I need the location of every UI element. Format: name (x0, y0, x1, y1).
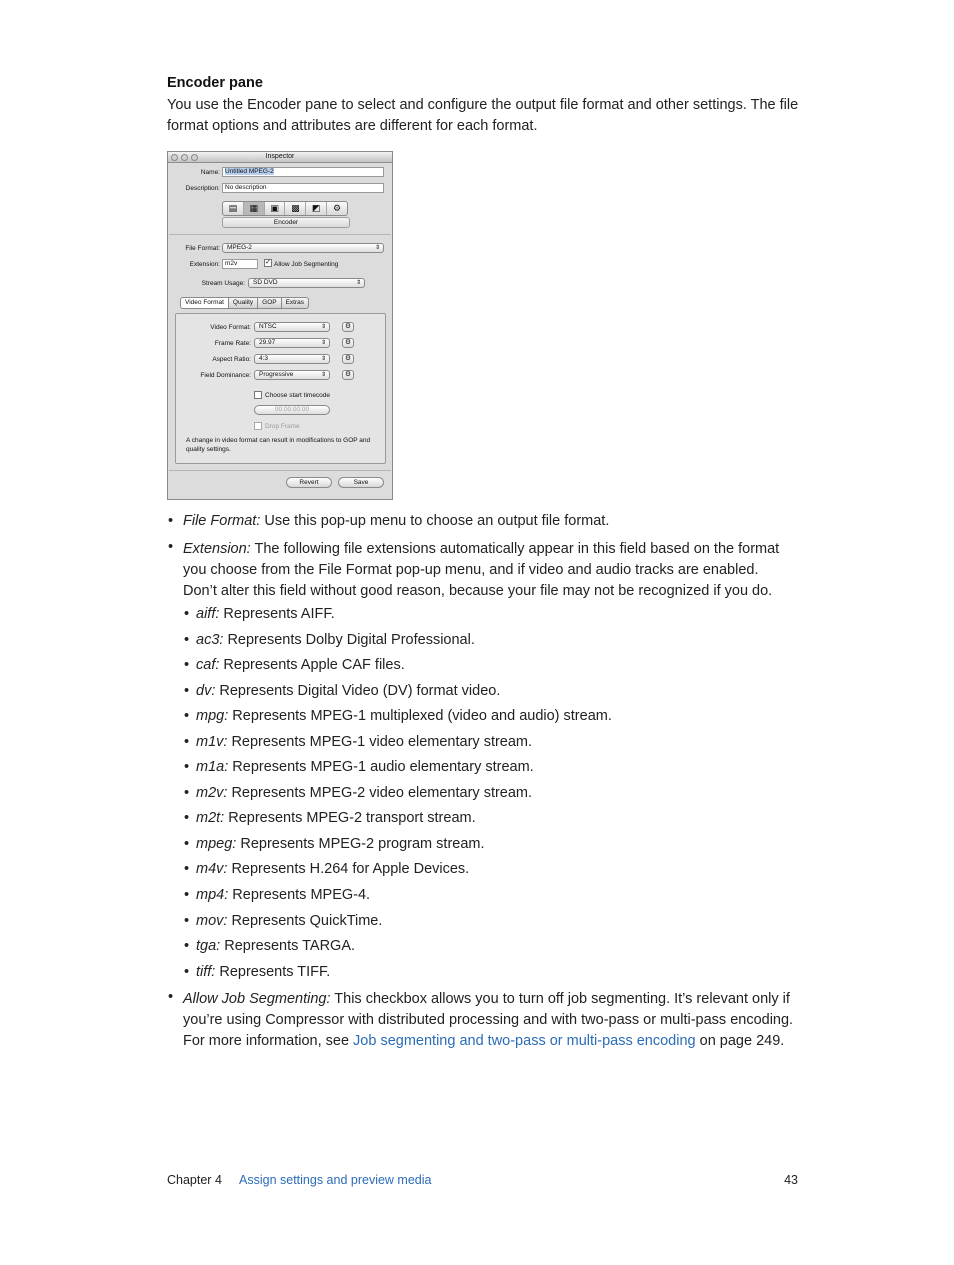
footer-chapter: Chapter 4 (167, 1173, 222, 1187)
term: m1v: (196, 734, 228, 750)
aspect-ratio-label: Aspect Ratio: (212, 356, 251, 363)
list-item-m2t (196, 810, 476, 826)
sub-bullet: • (184, 861, 190, 877)
stream-usage-value: SD DVD (253, 279, 278, 286)
frame-rate-label: Frame Rate: (214, 340, 251, 347)
list-item-aiff (196, 606, 335, 622)
sub-bullet: • (184, 657, 190, 673)
window-title: Inspector (265, 153, 295, 160)
description-line-3-suffix: on page 249. (695, 1033, 785, 1049)
actions-icon[interactable]: ⚙ (333, 203, 342, 213)
field-dominance-value: Progressive (259, 371, 294, 378)
sub-bullet: • (184, 938, 190, 954)
section-heading: Encoder pane (167, 75, 263, 91)
description: Represents TIFF. (215, 964, 331, 980)
term: m4v: (196, 861, 228, 877)
filters-icon[interactable]: ▣ (265, 202, 286, 215)
sub-bullet: • (184, 836, 190, 852)
description: Represents MPEG-1 audio elementary stream. (228, 759, 534, 775)
term: mpg: (196, 708, 229, 724)
extension-label: Extension: (189, 261, 220, 268)
sub-bullet: • (184, 632, 190, 648)
description: Represents MPEG-4. (228, 887, 371, 903)
gear-icon[interactable]: ⚙ (342, 354, 354, 364)
description: Represents MPEG-1 video elementary stream. (227, 734, 533, 750)
sub-bullet: • (184, 734, 190, 750)
file-format-label: File Format: (185, 245, 220, 252)
timecode-value: 00:00:00:00 (274, 406, 310, 413)
description-line-2: you’re using Compressor with distributed processing and with two-pass or multi-pass encoding. (183, 1012, 794, 1028)
list-item-job-segmenting (183, 989, 823, 1052)
start-timecode-label: Choose start timecode (265, 392, 331, 399)
job-segmenting-link[interactable]: Job segmenting and two-pass or multi-pass encoding (353, 1033, 696, 1049)
intro-paragraph: You use the Encoder pane to select and configure the output file format and other settings. The file format options and attributes are different for each format. (167, 97, 799, 134)
description-field[interactable]: No description (222, 183, 384, 193)
description: Represents TARGA. (220, 938, 356, 954)
drop-frame-label: Drop Frame (265, 423, 300, 430)
list-item-m2v (196, 785, 532, 801)
list-item-tiff (196, 964, 330, 980)
tab-gop[interactable]: GOP (258, 297, 281, 309)
term: mpeg: (196, 836, 237, 852)
description: Represents MPEG-1 multiplexed (video and audio) stream. (228, 708, 612, 724)
term: tiff: (196, 964, 216, 980)
aspect-ratio-value: 4:3 (259, 355, 269, 362)
general-icon[interactable]: ▤ (223, 202, 244, 215)
term: m2v: (196, 785, 228, 801)
term: tga: (196, 938, 221, 954)
chevron-updown-icon: ⇕ (320, 324, 326, 330)
chevron-updown-icon: ⇕ (320, 372, 326, 378)
sub-bullet: • (184, 964, 190, 980)
tab-extras[interactable]: Extras (282, 297, 309, 309)
tab-video-format[interactable]: Video Format (180, 297, 229, 309)
name-label: Name: (200, 169, 220, 176)
sub-bullet: • (184, 785, 190, 801)
list-item-m4v (196, 861, 469, 877)
list-item-mpeg (196, 836, 485, 852)
sub-bullet: • (184, 810, 190, 826)
sub-bullet: • (184, 683, 190, 699)
term: Extension: (183, 541, 251, 557)
pane-title: Encoder (222, 217, 350, 228)
description: Represents Dolby Digital Professional. (223, 632, 475, 648)
bullet: • (168, 989, 174, 1005)
list-item-mov (196, 913, 382, 929)
term: File Format: (183, 513, 261, 529)
description-line-1: This checkbox allows you to turn off job segmenting. It’s relevant only if (330, 991, 790, 1007)
bullet: • (168, 513, 174, 529)
description-line-1: The following file extensions automatically appear in this field based on the format (250, 541, 780, 557)
allow-job-segmenting-checkbox[interactable]: ✓ (265, 259, 271, 266)
description-label: Description: (185, 185, 220, 192)
chevron-updown-icon: ⇕ (320, 340, 326, 346)
list-item-dv (196, 683, 500, 699)
description: Represents Apple CAF files. (219, 657, 405, 673)
save-button[interactable]: Save (338, 477, 384, 488)
gear-icon[interactable]: ⚙ (342, 322, 354, 332)
description: Represents MPEG-2 transport stream. (224, 810, 476, 826)
description: Represents Digital Video (DV) format video. (215, 683, 501, 699)
encoder-icon[interactable]: ▦ (244, 202, 265, 215)
sub-bullet: • (184, 606, 190, 622)
gear-icon[interactable]: ⚙ (342, 370, 354, 380)
term: mp4: (196, 887, 229, 903)
video-format-value: NTSC (259, 323, 277, 330)
sub-bullet: • (184, 913, 190, 929)
allow-job-segmenting-label: Allow Job Segmenting (274, 261, 339, 268)
footer-chapter-title[interactable]: Assign settings and preview media (239, 1173, 432, 1187)
tab-quality[interactable]: Quality (229, 297, 258, 309)
list-item-mpg (196, 708, 612, 724)
stream-usage-label: Stream Usage: (201, 280, 245, 287)
list-item-tga (196, 938, 355, 954)
frame-controls-icon[interactable]: ▩ (285, 202, 306, 215)
list-item-extension (183, 539, 823, 602)
term: aiff: (196, 606, 220, 622)
field-dominance-label: Field Dominance: (200, 372, 251, 379)
page-number: 43 (784, 1173, 798, 1187)
description: Represents QuickTime. (227, 913, 383, 929)
term: m2t: (196, 810, 225, 826)
chevron-updown-icon: ⇕ (320, 356, 326, 362)
term: Allow Job Segmenting: (183, 991, 331, 1007)
format-change-note: A change in video format can result in modifications to GOP and quality settings. (186, 437, 371, 453)
gear-icon[interactable]: ⚙ (342, 338, 354, 348)
list-item-m1v (196, 734, 532, 750)
sub-bullet: • (184, 887, 190, 903)
chevron-updown-icon: ⇕ (355, 280, 361, 286)
bullet: • (168, 539, 174, 555)
sub-bullet: • (184, 759, 190, 775)
frame-rate-value: 29.97 (259, 339, 276, 346)
description-line-2: you choose from the File Format pop-up menu, and if video and audio tracks are enabled. (183, 562, 759, 578)
revert-button[interactable]: Revert (286, 477, 332, 488)
description: Represents H.264 for Apple Devices. (227, 861, 470, 877)
description-line-3-prefix: For more information, see (183, 1033, 354, 1049)
list-item-mp4 (196, 887, 370, 903)
term: dv: (196, 683, 216, 699)
video-format-label: Video Format: (210, 324, 251, 331)
extension-field[interactable]: m2v (222, 259, 258, 269)
description-line-3: Don’t alter this field without good reason, because your file may not be recognized if you do. (183, 583, 773, 599)
description: Represents MPEG-2 video elementary stream. (227, 785, 533, 801)
name-value: Untitled MPEG-2 (225, 168, 274, 175)
term: caf: (196, 657, 220, 673)
term: mov: (196, 913, 228, 929)
list-item-file-format (183, 513, 609, 529)
description: Represents MPEG-2 program stream. (236, 836, 485, 852)
term: m1a: (196, 759, 229, 775)
chevron-updown-icon: ⇕ (374, 245, 380, 251)
file-format-value: MPEG-2 (227, 244, 252, 251)
description: Represents AIFF. (219, 606, 335, 622)
term: ac3: (196, 632, 224, 648)
description: Use this pop-up menu to choose an output file format. (260, 513, 610, 529)
list-item-caf (196, 657, 405, 673)
geometry-icon[interactable]: ◩ (306, 202, 327, 215)
list-item-ac3 (196, 632, 475, 648)
sub-bullet: • (184, 708, 190, 724)
list-item-m1a (196, 759, 534, 775)
